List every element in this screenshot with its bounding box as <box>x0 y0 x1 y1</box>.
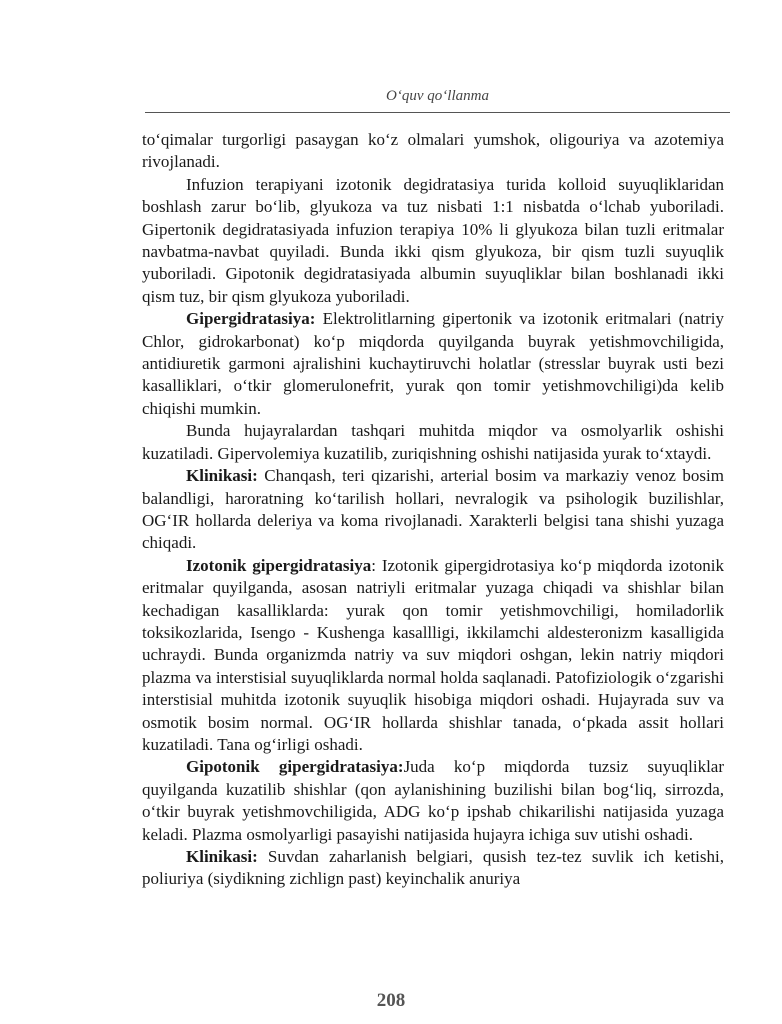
running-header: O‘quv qo‘llanma <box>386 88 489 104</box>
term-heading: Gipotonik gipergidratasiya: <box>186 757 404 777</box>
paragraph: to‘qimalar turgorligi pasaygan ko‘z olmalari yumshok, oligouriya va azotemiya rivojlanadi. <box>142 130 724 172</box>
paragraph: Gipotonik gipergidratasiya:Juda ko‘p miqdorda tuzsiz suyuqliklar quyilganda kuzatilib shishlar (qon aylanishining buzilishi bilan bog‘liq, sirrozda, o‘tkir buyrak yetishmovchiligida, ADG ko‘p ipshab chikarilishi natijasida yuzaga keladi. Plazma osmolyarligi pasayishi natijasida hujayra ichiga suv utishi oshadi. <box>142 757 724 844</box>
paragraph: Gipergidratasiya: Elektrolitlarning gipertonik va izotonik eritmalari (natriy Chlor, gidrokarbonat) ko‘p miqdorda quyilganda buyrak yetishmovchiligida, antidiuretik garmoni ajralishini kuchaytiruvchi holatlar (stresslar buyrak usti bezi kasalliklari, o‘tkir glomerulonefrit, yurak qon tomir yetishmovchiligi)da kelib chiqishi mumkin. <box>142 309 724 418</box>
page-number: 208 <box>376 990 406 1011</box>
term-heading: Izotonik gipergidratasiya <box>186 555 372 575</box>
term-heading: Klinikasi: <box>186 847 258 866</box>
term-heading: Gipergidratasiya: <box>186 309 316 329</box>
paragraph: Bunda hujayralardan tashqari muhitda miqdor va osmolyarlik oshishi kuzatiladi. Gipervolemiya kuzatilib, zuriqishning oshishi natijasida yurak to‘xtaydi. <box>142 421 724 463</box>
paragraph: Izotonik gipergidratasiya: Izotonik gipergidrotasiya ko‘p miqdorda izotonik eritmalar quyilganda, asosan natriyli eritmalar yuzaga chiqadi va shishlar bilan kechadigan kasalliklarda: yurak qon tomir yetishmovchiligi, homiladorlik toksikozlarida, Isengo - Kushenga kasallligi, ikkilamchi aldesteronizm kasalligida uchraydi. Bunda organizmda natriy va suv miqdori oshgan, lekin natriy miqdori plazma va interstisial suyuqliklarda normal holda saqlanadi. Patofiziologik o‘zgarishi interstisial muhitda izotonik suyuqlik hisobiga miqdori oshadi. Hujayrada suv va osmotik bosim normal. OG‘IR hollarda shishlar tanada, o‘pkada assit hollari kuzatiladi. Tana og‘irligi oshadi. <box>142 555 724 754</box>
header-rule <box>145 112 730 113</box>
body-text <box>142 129 724 891</box>
paragraph: Klinikasi: Chanqash, teri qizarishi, arterial bosim va markaziy venoz bosim balandligi, haroratning ko‘tarilish hollari, nevralogik va psihologik buzilishlar, OG‘IR hollarda deleriya va koma rivojlanadi. Xarakterli belgisi tana shishi yuzaga chiqadi. <box>142 466 724 553</box>
paragraph: Klinikasi: Suvdan zaharlanish belgiari, qusish tez-tez suvlik ich ketishi, poliuriya (siydikning zichlign past) keyinchalik anuriya <box>142 847 724 889</box>
term-heading: Klinikasi: <box>186 466 258 486</box>
paragraph: Infuzion terapiyani izotonik degidratasiya turida kolloid suyuqliklaridan boshlash zarur bo‘lib, glyukoza va tuz nisbati 1:1 nisbatda o‘lchab yuboriladi. Gipertonik degidratasiyada infuzion terapiya 10% li glyukoza bilan tuzli eritmalar navbatma-navbat quyiladi. Bunda ikki qism glyukoza, bir qism tuzli suyuqlik yuboriladi. Gipotonik degidratasiyada albumin suyuqliklar bilan boshlanadi ikki qism tuz, bir qism glyukoza yuboriladi. <box>142 174 724 306</box>
